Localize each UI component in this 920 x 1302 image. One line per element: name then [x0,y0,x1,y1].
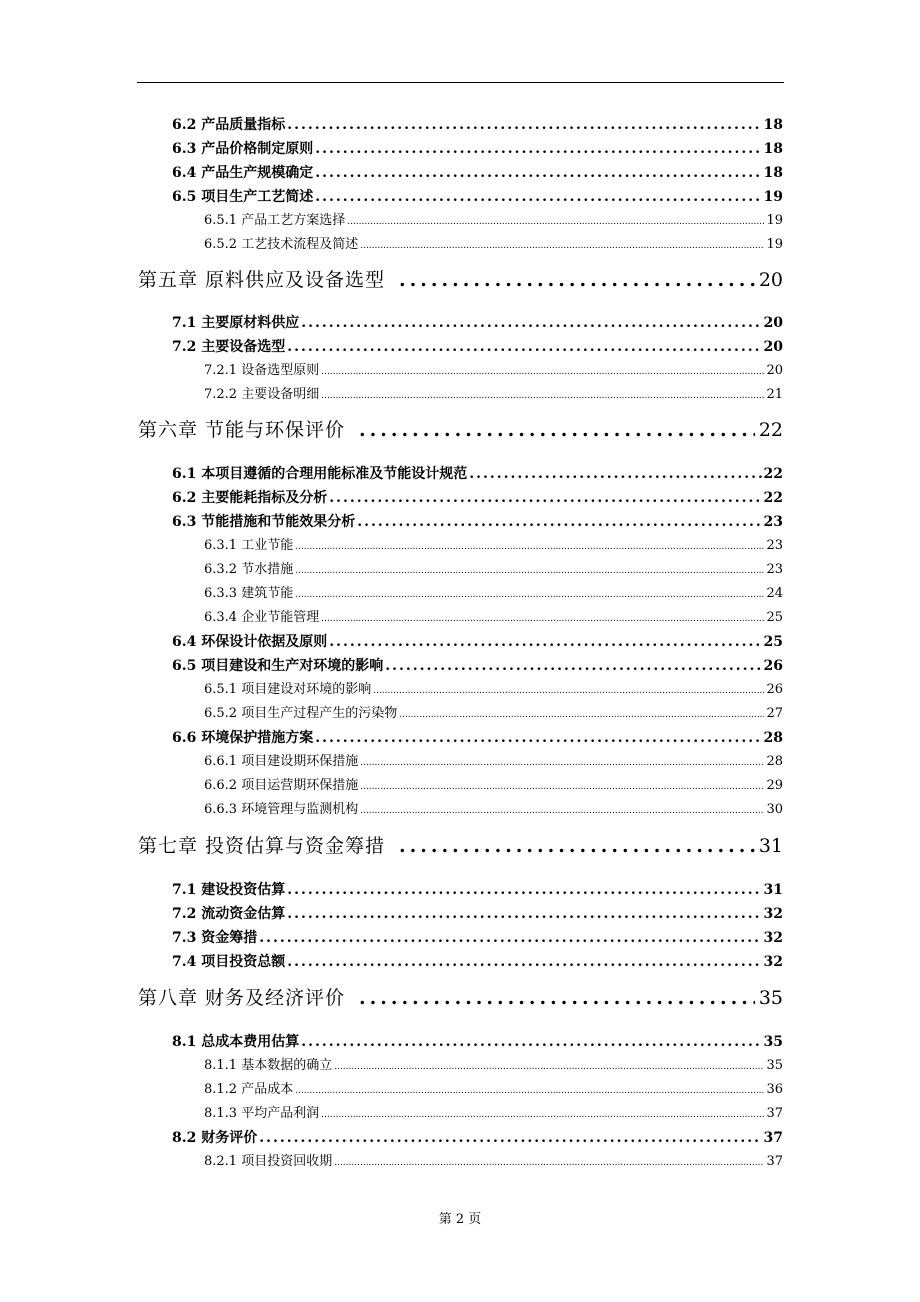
toc-subsection[interactable] [204,609,783,627]
toc-page-number: 18 [763,165,783,181]
toc-leader-dots [287,116,761,134]
toc-page-number: 35 [758,987,783,1009]
toc-section[interactable] [172,905,783,923]
toc-title: 6.5.1 产品工艺方案选择 [204,213,346,228]
toc-subsection[interactable] [204,777,783,795]
toc-subsection[interactable] [204,212,783,230]
toc-title: 7.1 建设投资估算 [172,882,286,898]
toc-leader-dots [259,1129,761,1147]
toc-section[interactable] [172,513,783,531]
toc-leader-dots [287,953,761,971]
toc-page-number: 26 [763,658,783,674]
toc-title: 7.2.2 主要设备明细 [204,387,320,402]
toc-page-number: 24 [766,586,783,601]
toc-title: 7.4 项目投资总额 [172,954,286,970]
toc-leader-dots [295,538,764,556]
toc-title: 第八章 财务及经济评价 [138,987,346,1009]
toc-leader-dots [469,465,761,483]
toc-title: 6.2 主要能耗指标及分析 [172,490,328,506]
toc-title: 7.2 流动资金估算 [172,906,286,922]
toc-page-number: 18 [763,117,783,133]
toc-title: 8.1 总成本费用估算 [172,1034,300,1050]
toc-leader-dots [315,140,761,158]
toc-title: 7.1 主要原材料供应 [172,315,300,331]
toc-title: 6.6.3 环境管理与监测机构 [204,802,359,817]
toc-leader-dots [360,754,764,772]
toc-page-number: 22 [763,490,783,506]
toc-title: 6.5 项目生产工艺简述 [172,189,314,205]
toc-leader-dots [359,986,755,1010]
toc-page-number: 32 [763,954,783,970]
toc-page-number: 37 [766,1106,783,1121]
toc-section[interactable] [172,465,783,483]
toc-title: 6.6.2 项目运营期环保措施 [204,778,359,793]
toc-page-number: 29 [766,778,783,793]
toc-page-number: 25 [766,610,783,625]
toc-section[interactable] [172,657,783,675]
toc-subsection[interactable] [204,1153,783,1171]
toc-page-number: 36 [766,1082,783,1097]
toc-leader-dots [287,881,761,899]
toc-page-number: 19 [763,189,783,205]
toc-page-number: 30 [766,802,783,817]
toc-leader-dots [287,338,761,356]
toc-section[interactable] [172,116,783,134]
toc-leader-dots [357,513,761,531]
toc-page-number: 32 [763,930,783,946]
toc-chapter[interactable] [138,418,783,442]
toc-leader-dots [259,929,761,947]
toc-subsection[interactable] [204,705,783,723]
toc-page-number: 37 [766,1154,783,1169]
toc-title: 6.6 环境保护措施方案 [172,730,314,746]
toc-subsection[interactable] [204,362,783,380]
toc-subsection[interactable] [204,1105,783,1123]
toc-page-number: 20 [766,363,783,378]
toc-leader-dots [295,586,764,604]
toc-leader-dots [321,387,764,405]
toc-leader-dots [287,905,761,923]
toc-section[interactable] [172,489,783,507]
toc-title: 6.1 本项目遵循的合理用能标准及节能设计规范 [172,466,468,482]
toc-section[interactable] [172,164,783,182]
toc-page-number: 19 [766,213,783,228]
toc-page-number: 22 [758,419,783,441]
toc-subsection[interactable] [204,236,783,254]
toc-page-number: 23 [766,538,783,553]
page-number: 第 2 页 [438,1212,482,1227]
toc-title: 6.3.4 企业节能管理 [204,610,320,625]
toc-leader-dots [321,363,764,381]
toc-section[interactable] [172,338,783,356]
toc-section[interactable] [172,1033,783,1051]
toc-leader-dots [321,610,764,628]
toc-leader-dots [399,268,755,292]
toc-section[interactable] [172,729,783,747]
toc-page-number: 37 [763,1130,783,1146]
toc-page-number: 31 [758,835,783,857]
toc-page-number: 19 [766,237,783,252]
toc-page-number: 18 [763,141,783,157]
toc-leader-dots [373,682,764,700]
toc-title: 6.3.2 节水措施 [204,562,294,577]
toc-subsection[interactable] [204,537,783,555]
toc-leader-dots [399,834,755,858]
toc-title: 6.3 节能措施和节能效果分析 [172,514,356,530]
toc-subsection[interactable] [204,753,783,771]
toc-title: 7.3 资金筹措 [172,930,258,946]
toc-title: 8.2.1 项目投资回收期 [204,1154,333,1169]
toc-section[interactable] [172,188,783,206]
toc-leader-dots [334,1058,764,1076]
toc-section[interactable] [172,1129,783,1147]
toc-page-number: 27 [766,706,783,721]
toc-title: 第五章 原料供应及设备选型 [138,269,386,291]
toc-chapter[interactable] [138,834,783,858]
toc-title: 8.1.1 基本数据的确立 [204,1058,333,1073]
toc-leader-dots [301,314,761,332]
toc-leader-dots [360,778,764,796]
toc-section[interactable] [172,953,783,971]
toc-page-number: 28 [763,730,783,746]
toc-leader-dots [360,237,764,255]
toc-page-number: 20 [763,339,783,355]
toc-leader-dots [399,706,764,724]
toc-leader-dots [347,213,764,231]
toc-leader-dots [329,489,761,507]
toc-chapter[interactable] [138,268,783,292]
toc-title: 8.1.2 产品成本 [204,1082,294,1097]
toc-chapter[interactable] [138,986,783,1010]
toc-page-number: 23 [763,514,783,530]
toc-leader-dots [359,418,755,442]
toc-page-number: 25 [763,634,783,650]
toc-page-number: 22 [763,466,783,482]
toc-title: 6.5 项目建设和生产对环境的影响 [172,658,384,674]
toc-title: 6.4 环保设计依据及原则 [172,634,328,650]
toc-title: 第七章 投资估算与资金筹措 [138,835,386,857]
toc-leader-dots [321,1106,764,1124]
toc-title: 6.6.1 项目建设期环保措施 [204,754,359,769]
toc-page-number: 31 [763,882,783,898]
toc-subsection[interactable] [204,801,783,819]
toc-subsection[interactable] [204,386,783,404]
toc-title: 6.4 产品生产规模确定 [172,165,314,181]
toc-leader-dots [315,729,761,747]
toc-page-number: 26 [766,682,783,697]
toc-page-number: 28 [766,754,783,769]
toc-page-number: 32 [763,906,783,922]
toc-title: 7.2 主要设备选型 [172,339,286,355]
toc-subsection[interactable] [204,681,783,699]
toc-section[interactable] [172,929,783,947]
toc-title: 8.1.3 平均产品利润 [204,1106,320,1121]
toc-title: 6.5.1 项目建设对环境的影响 [204,682,372,697]
toc-page-number: 35 [763,1034,783,1050]
toc-title: 6.5.2 工艺技术流程及简述 [204,237,359,252]
toc-subsection[interactable] [204,1081,783,1099]
toc-leader-dots [301,1033,761,1051]
toc-leader-dots [334,1154,764,1172]
toc-title: 第六章 节能与环保评价 [138,419,346,441]
toc-title: 8.2 财务评价 [172,1130,258,1146]
toc-title: 6.3.3 建筑节能 [204,586,294,601]
toc-title: 7.2.1 设备选型原则 [204,363,320,378]
toc-leader-dots [329,633,761,651]
toc-page-number: 35 [766,1058,783,1073]
toc-page-number: 23 [766,562,783,577]
toc-section[interactable] [172,881,783,899]
toc-section[interactable] [172,633,783,651]
toc-leader-dots [295,1082,764,1100]
toc-title: 6.2 产品质量指标 [172,117,286,133]
toc-leader-dots [295,562,764,580]
toc-leader-dots [360,802,764,820]
toc-title: 6.5.2 项目生产过程产生的污染物 [204,706,398,721]
toc-section[interactable] [172,140,783,158]
toc-title: 6.3 产品价格制定原则 [172,141,314,157]
toc-leader-dots [315,188,761,206]
toc-subsection[interactable] [204,1057,783,1075]
toc-leader-dots [385,657,761,675]
toc-section[interactable] [172,314,783,332]
toc-page-number: 20 [758,269,783,291]
toc-title: 6.3.1 工业节能 [204,538,294,553]
toc-page-number: 21 [766,387,783,402]
toc-subsection[interactable] [204,585,783,603]
toc-subsection[interactable] [204,561,783,579]
toc-leader-dots [315,164,761,182]
toc-page-number: 20 [763,315,783,331]
